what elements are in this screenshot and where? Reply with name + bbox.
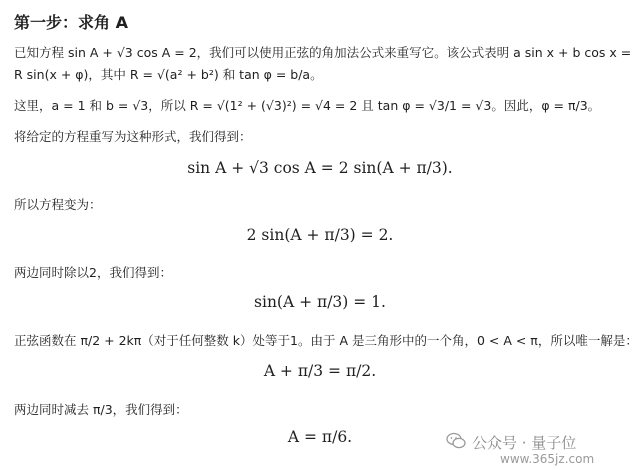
paragraph-sine-condition: 正弦函数在 π/2 + 2kπ（对于任何整数 k）处等于1。由于 A 是三角形中的一个角，0 < A < π，所以唯一解是： <box>14 333 638 348</box>
wechat-icon <box>446 432 466 450</box>
paragraph-equation-becomes: 所以方程变为： <box>14 197 102 212</box>
equation-final-answer: A = π/6. <box>287 428 353 446</box>
watermark-label: 公众号 · 量子位 <box>472 434 577 452</box>
step-heading: 第一步：求角 A <box>14 13 128 32</box>
paragraph-formula-definition: R sin(x + φ)，其中 R = √(a² + b²) 和 tan φ = b/a。 <box>14 67 323 82</box>
equation-rewritten-form: sin A + √3 cos A = 2 sin(A + π/3). <box>187 159 453 177</box>
paragraph-subtract: 两边同时减去 π/3，我们得到： <box>14 402 188 417</box>
paragraph-compute-r-phi: 这里，a = 1 和 b = √3，所以 R = √(1² + (√3)²) = √4 = 2 且 tan φ = √3/1 = √3。因此，φ = π/3。 <box>14 98 601 113</box>
equation-two-sin: 2 sin(A + π/3) = 2. <box>246 226 394 244</box>
site-watermark: www.365jz.com <box>500 452 595 466</box>
paragraph-rewrite-intro: 将给定的方程重写为这种形式，我们得到： <box>14 129 252 144</box>
paragraph-formula-intro: 已知方程 sin A + √3 cos A = 2，我们可以使用正弦的角加法公式来重写它。该公式表明 a sin x + b cos x = <box>14 45 632 60</box>
paragraph-divide-by-two: 两边同时除以2，我们得到： <box>14 265 172 280</box>
equation-angle-sum: A + π/3 = π/2. <box>263 362 377 380</box>
equation-sin-equals-one: sin(A + π/3) = 1. <box>254 293 386 311</box>
